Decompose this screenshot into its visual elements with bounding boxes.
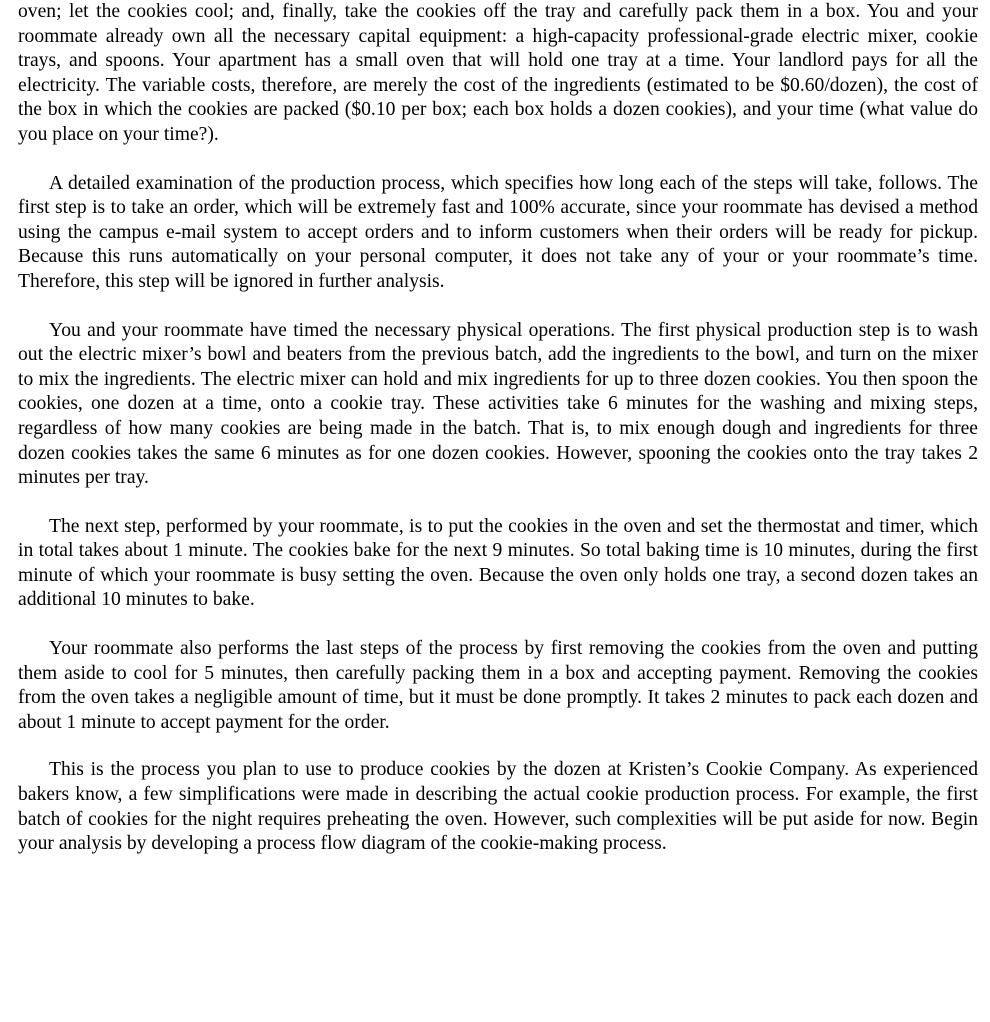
paragraph-equipment-and-costs: oven; let the cookies cool; and, finally, take the cookies off the tray and carefully pack them in a box. You and your roommate already own all the necessary capital equipment: a high-capacity professional-grade electric mixer, cookie trays, and spoons. Your apartment has a small oven that will hold one tray at a time. Your landlord pays for all the electricity. The variable costs, therefore, are merely the cost of the ingredients (estimated to be $0.60/dozen), the cost of the box in which the cookies are packed ($0.10 per box; each box holds a dozen cookies), and your time (what value do you place on your time?). [18, 1, 978, 145]
paragraph-conclusion: This is the process you plan to use to produce cookies by the dozen at Kristen’s Cookie Company. As experienced bakers know, a few simplifications were made in describing the actual cookie production process. For example, the first batch of cookies for the night requires preheating the oven. However, such complexities will be put aside for now. Begin your analysis by developing a process flow diagram of the cookie-making process. [18, 759, 978, 855]
paragraph-gap [18, 613, 978, 637]
paragraph-gap [18, 735, 978, 758]
paragraph-packing-step: Your roommate also performs the last steps of the process by first removing the cookies from the oven and putting them aside to cool for 5 minutes, then carefully packing them in a box and accepting payment. Removing the cookies from the oven takes a negligible amount of time, but it must be done promptly. It takes 2 minutes to pack each dozen and about 1 minute to accept payment for the order. [18, 638, 978, 733]
document-page [18, 0, 978, 857]
paragraph-gap [18, 148, 978, 172]
paragraph-gap [18, 295, 978, 319]
paragraph-mixing-step: You and your roommate have timed the necessary physical operations. The first physical production step is to wash out the electric mixer’s bowl and beaters from the previous batch, add the ingredients to the bowl, and turn on the mixer to mix the ingredients. The electric mixer can hold and mix ingredients for up to three dozen cookies. You then spoon the cookies, one dozen at a time, onto a cookie tray. These activities take 6 minutes for the washing and mixing steps, regardless of how many cookies are being made in the batch. That is, to mix enough dough and ingredients for three dozen cookies takes the same 6 minutes as for one dozen cookies. However, spooning the cookies onto the tray takes 2 minutes per tray. [18, 319, 978, 489]
paragraph-gap [18, 491, 978, 515]
paragraph-order-step: A detailed examination of the production process, which specifies how long each of the steps will take, follows. The first step is to take an order, which will be extremely fast and 100% accurate, since your roommate has devised a method using the campus e-mail system to accept orders and to inform customers when their orders will be ready for pickup. Because this runs automatically on your personal computer, it does not take any of your or your roommate’s time. Therefore, this step will be ignored in further analysis. [18, 172, 978, 292]
paragraph-baking-step: The next step, performed by your roommate, is to put the cookies in the oven and set the thermostat and timer, which in total takes about 1 minute. The cookies bake for the next 9 minutes. So total baking time is 10 minutes, during the first minute of which your roommate is busy setting the oven. Because the oven only holds one tray, a second dozen takes an additional 10 minutes to bake. [18, 515, 978, 611]
